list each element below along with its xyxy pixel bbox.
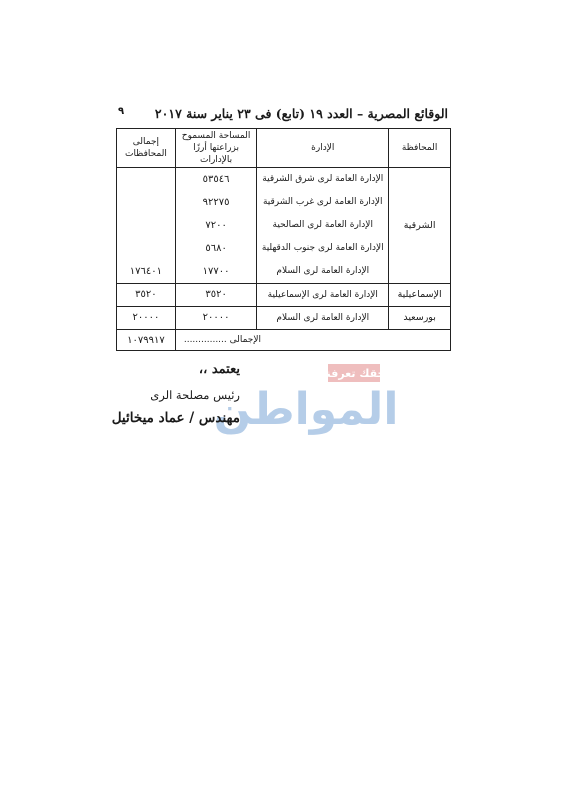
irrigation-area-table <box>116 128 451 351</box>
area-list-sharqia <box>175 168 256 284</box>
table-row-grand-total <box>117 330 451 351</box>
admin-portsaid: الإدارة العامة لرى السلام <box>257 307 389 330</box>
gov-portsaid: بورسعيد <box>389 307 451 330</box>
admin-cell: الإدارة العامة لرى السلام <box>276 266 370 276</box>
watermark-main: المواطن <box>213 384 399 435</box>
header-governorate-total: إجمالى المحافظات <box>117 129 176 168</box>
admin-ismailia: الإدارة العامة لرى الإسماعيلية <box>257 284 389 307</box>
grand-total-value: ١٠٧٩٩١٧ <box>117 330 176 351</box>
area-portsaid: ٢٠٠٠٠ <box>175 307 256 330</box>
area-cell: ٥٦٨٠ <box>205 243 227 254</box>
header-area-line1: المساحة المسموح بزراعتها أرزًا <box>181 131 251 153</box>
admin-cell: الإدارة العامة لرى الصالحية <box>272 220 373 230</box>
area-cell: ٩٢٢٧٥ <box>202 197 230 208</box>
approve-word: يعتمد ،، <box>198 362 240 377</box>
table-row-sharqia <box>117 168 451 284</box>
grand-total-label: الإجمالى ............... <box>175 330 450 351</box>
area-cell: ١٧٧٠٠ <box>202 266 230 277</box>
total-sharqia <box>117 168 176 284</box>
admin-cell: الإدارة العامة لرى شرق الشرقية <box>262 174 384 184</box>
header-allowed-area <box>175 129 256 168</box>
total-cell: ١٧٦٤٠١ <box>129 266 163 277</box>
header-administration: الإدارة <box>257 129 389 168</box>
admin-cell: الإدارة العامة لرى غرب الشرقية <box>262 197 383 207</box>
total-ismailia: ٣٥٢٠ <box>117 284 176 307</box>
area-cell: ٧٢٠٠ <box>205 220 227 231</box>
table-row-ismailia <box>117 284 451 307</box>
table-row-portsaid <box>117 307 451 330</box>
page-header <box>118 106 448 124</box>
header-governorate: المحافظة <box>389 129 451 168</box>
header-area-line2: بالإدارات <box>199 155 233 165</box>
admin-cell: الإدارة العامة لرى جنوب الدقهلية <box>261 243 384 253</box>
approver-signature-name: مهندس / عماد ميخائيل <box>111 410 240 426</box>
admin-list-sharqia <box>257 168 389 284</box>
gazette-title: الوقائع المصرية – العدد ١٩ (تابع) فى ٢٣ يناير سنة ٢٠١٧ <box>154 106 448 121</box>
gov-sharqia: الشرقية <box>389 168 451 284</box>
area-ismailia: ٣٥٢٠ <box>175 284 256 307</box>
table-header-row <box>117 129 451 168</box>
approver-position: رئيس مصلحة الرى <box>150 388 240 402</box>
total-portsaid: ٢٠٠٠٠ <box>117 307 176 330</box>
watermark-tagline: حقك تعرفنا <box>322 367 386 380</box>
area-cell: ٥٣٥٤٦ <box>202 174 230 185</box>
page-number: ٩ <box>118 106 125 117</box>
gov-ismailia: الإسماعيلية <box>389 284 451 307</box>
